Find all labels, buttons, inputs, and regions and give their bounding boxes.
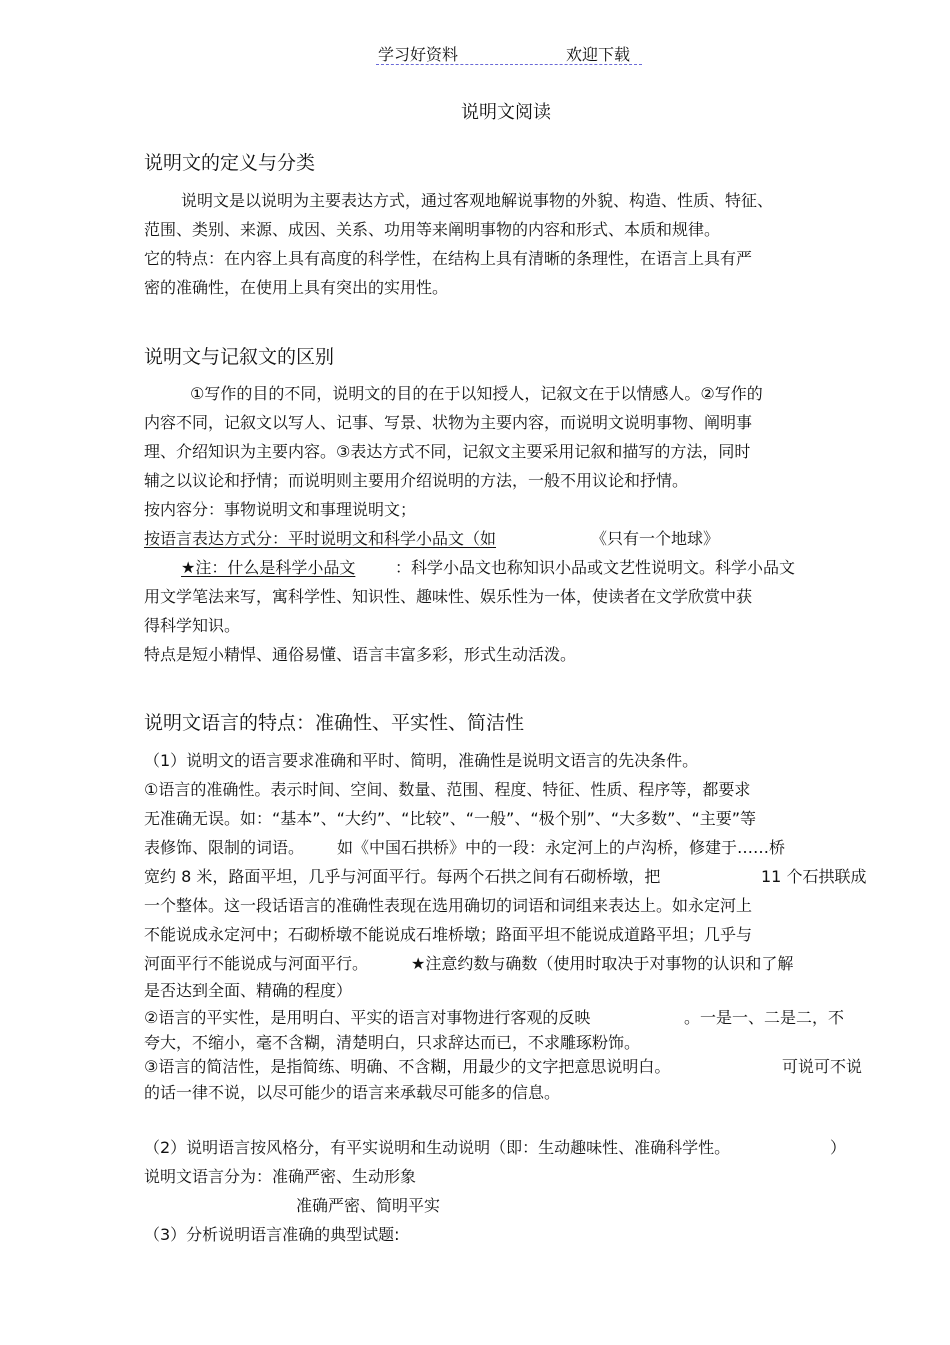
paragraph-line: 表修饰、限制的词语。	[144, 838, 305, 857]
note-line	[181, 555, 796, 578]
note-text: ：科学小品文也称知识小品或文艺性说明文。科学小品文	[395, 558, 796, 577]
paragraph-line: 特点是短小精悍、通俗易懂、语言丰富多彩，形式生动活泼。	[144, 645, 577, 664]
paragraph-line: 用文学笔法来写，寓科学性、知识性、趣味性、娱乐性为一体，使读者在文学欣赏中获	[144, 587, 753, 606]
page-header	[376, 40, 642, 65]
paragraph-line: ①写作的目的不同，说明文的目的在于以知授人，记叙文在于以情感人。②写作的	[190, 384, 763, 403]
underlined-line	[144, 526, 737, 549]
header-left: 学习好资料	[378, 45, 459, 64]
note-label: ★注：什么是科学小品文	[181, 558, 356, 577]
header-right: 欢迎下载	[566, 45, 631, 64]
paragraph-line: 宽约 8 米，路面平坦，几乎与河面平行。每两个石拱之间有石砌桥墩，把	[144, 867, 661, 886]
paragraph-line: 不能说成永定河中；石砌桥墩不能说成石堆桥墩；路面平坦不能说成道路平坦；几乎与	[144, 925, 753, 944]
paragraph-line: 河面平行不能说成与河面平行。	[144, 954, 369, 973]
paragraph-line: 说明文语言分为：准确严密、生动形象	[144, 1167, 417, 1186]
page-title: 说明文阅读	[461, 102, 551, 123]
paragraph-line: 可说可不说	[782, 1057, 863, 1076]
paragraph-line: ②语言的平实性，是用明白、平实的语言对事物进行客观的反映	[144, 1008, 591, 1027]
paragraph-line: 得科学知识。	[144, 616, 241, 635]
paragraph-line: 。一是一、二是二，不	[684, 1008, 845, 1027]
paragraph-line: 一个整体。这一段话语言的准确性表现在选用确切的词语和词组来表达上。如永定河上	[144, 896, 753, 915]
paragraph-line: ）	[830, 1138, 847, 1157]
book-title: 《只有一个地球》	[591, 529, 720, 548]
paragraph-line: 按内容分：事物说明文和事理说明文；	[144, 500, 417, 519]
section-heading-difference: 说明文与记叙文的区别	[144, 346, 335, 368]
paragraph-line: 是否达到全面、精确的程度）	[144, 981, 353, 1000]
line-text: 按语言表达方式分：平时说明文和科学小品文（如	[144, 529, 497, 548]
paragraph-line: 无准确无误。如：“基本”、“大约”、“比较”、“一般”、“极个别”、“大多数”、“主要”等	[144, 809, 757, 828]
paragraph-line: ③语言的简洁性，是指简练、明确、不含糊，用最少的文字把意思说明白。	[144, 1057, 671, 1076]
paragraph-line: 11 个石拱联成	[761, 867, 867, 886]
paragraph-line: ①语言的准确性。表示时间、空间、数量、范围、程度、特征、性质、程序等，都要求	[144, 780, 751, 799]
paragraph-line: 内容不同，记叙文以写人、记事、写景、状物为主要内容，而说明文说明事物、阐明事	[144, 413, 753, 432]
paragraph-line: 辅之以议论和抒情；而说明则主要用介绍说明的方法，一般不用议论和抒情。	[144, 471, 689, 490]
paragraph-line: 范围、类别、来源、成因、关系、功用等来阐明事物的内容和形式、本质和规律。	[144, 220, 721, 239]
paragraph-line: 如《中国石拱桥》中的一段：永定河上的卢沟桥，修建于……桥	[337, 838, 786, 857]
paragraph-line: ★注意约数与确数（使用时取决于对事物的认识和了解	[411, 954, 794, 973]
section-heading-definition: 说明文的定义与分类	[144, 152, 316, 174]
paragraph-line: （2）说明语言按风格分，有平实说明和生动说明（即：生动趣味性、准确科学性。	[144, 1138, 731, 1157]
paragraph-line: 准确严密、简明平实	[296, 1196, 441, 1215]
paragraph-line: （3）分析说明语言准确的典型试题:	[144, 1225, 400, 1244]
paragraph-line: 密的准确性，在使用上具有突出的实用性。	[144, 278, 449, 297]
paragraph-line: 的话一律不说，以尽可能少的语言来承载尽可能多的信息。	[144, 1083, 561, 1102]
paragraph-line: （1）说明文的语言要求准确和平时、简明，准确性是说明文语言的先决条件。	[144, 751, 699, 770]
paragraph-line: 理、介绍知识为主要内容。③表达方式不同，记叙文主要采用记叙和描写的方法，同时	[144, 442, 751, 461]
paragraph-line: 夸大，不缩小，毫不含糊，清楚明白，只求辞达而已，不求雕琢粉饰。	[144, 1033, 641, 1052]
section-heading-language: 说明文语言的特点：准确性、平实性、简洁性	[144, 712, 525, 734]
paragraph-line: 说明文是以说明为主要表达方式，通过客观地解说事物的外貌、构造、性质、特征、	[181, 191, 774, 210]
paragraph-line: 它的特点：在内容上具有高度的科学性，在结构上具有清晰的条理性，在语言上具有严	[144, 249, 753, 268]
